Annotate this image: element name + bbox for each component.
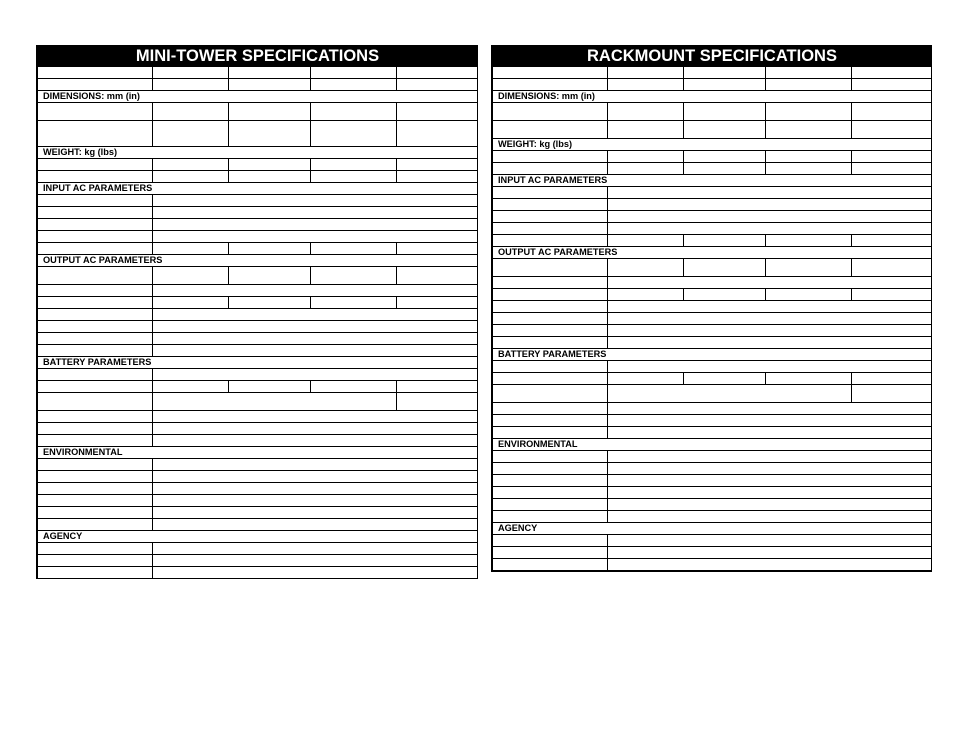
table-row: [492, 427, 932, 439]
table-row: [37, 423, 478, 435]
table-row: [37, 67, 478, 79]
table-row: [492, 463, 932, 475]
table-row: [37, 471, 478, 483]
table-row: [492, 547, 932, 559]
table-row: [492, 337, 932, 349]
table-row: [492, 415, 932, 427]
section-weight: WEIGHT: kg (lbs): [492, 139, 932, 151]
table-row: [37, 435, 478, 447]
table-row: [37, 459, 478, 471]
table-row: [492, 451, 932, 463]
mini-tower-spec-table: [36, 45, 478, 579]
table-row: [37, 285, 478, 297]
table-row: [492, 361, 932, 373]
section-dimensions: DIMENSIONS: mm (in): [37, 91, 478, 103]
table-row: [37, 483, 478, 495]
table-row: [492, 487, 932, 499]
section-input-ac: INPUT AC PARAMETERS: [37, 183, 478, 195]
table-row: [492, 535, 932, 547]
table-row: [37, 381, 478, 393]
table-row: [492, 235, 932, 247]
table-row: [37, 543, 478, 555]
table-row: [492, 373, 932, 385]
table-row: [37, 297, 478, 309]
table-row: [492, 511, 932, 523]
table-row: [37, 121, 478, 147]
table-row: [37, 159, 478, 171]
section-environmental: ENVIRONMENTAL: [37, 447, 478, 459]
table-row: [37, 243, 478, 255]
table-row: [37, 309, 478, 321]
table-row: [492, 121, 932, 139]
table-row: [37, 567, 478, 579]
mini-tower-spec-panel: [36, 45, 478, 579]
table-row: [37, 369, 478, 381]
section-battery: BATTERY PARAMETERS: [37, 357, 478, 369]
table-row: [492, 403, 932, 415]
table-row: [492, 559, 932, 572]
table-row: [37, 79, 478, 91]
table-row: [37, 103, 478, 121]
table-row: [492, 103, 932, 121]
table-row: [37, 207, 478, 219]
table-row: [37, 195, 478, 207]
table-row: [37, 267, 478, 285]
section-dimensions: DIMENSIONS: mm (in): [492, 91, 932, 103]
section-agency: AGENCY: [37, 531, 478, 543]
table-row: [37, 411, 478, 423]
table-row: [37, 519, 478, 531]
section-output-ac: OUTPUT AC PARAMETERS: [492, 247, 932, 259]
table-row: [37, 321, 478, 333]
section-input-ac: INPUT AC PARAMETERS: [492, 175, 932, 187]
table-row: [492, 325, 932, 337]
table-row: [492, 475, 932, 487]
table-row: [492, 199, 932, 211]
table-row: [37, 495, 478, 507]
table-row: [37, 333, 478, 345]
table-row: [492, 151, 932, 163]
table-row: [492, 313, 932, 325]
rackmount-spec-panel: [491, 45, 932, 572]
section-output-ac: OUTPUT AC PARAMETERS: [37, 255, 478, 267]
table-row: [492, 385, 932, 403]
table-row: [492, 223, 932, 235]
table-row: [492, 187, 932, 199]
mini-tower-title: MINI-TOWER SPECIFICATIONS: [37, 46, 478, 67]
table-row: [492, 259, 932, 277]
table-row: [37, 345, 478, 357]
section-weight: WEIGHT: kg (lbs): [37, 147, 478, 159]
rackmount-title: RACKMOUNT SPECIFICATIONS: [492, 46, 932, 67]
table-row: [492, 211, 932, 223]
section-environmental: ENVIRONMENTAL: [492, 439, 932, 451]
table-row: [492, 79, 932, 91]
table-row: [492, 289, 932, 301]
table-row: [37, 171, 478, 183]
table-row: [37, 219, 478, 231]
table-row: [37, 231, 478, 243]
section-battery: BATTERY PARAMETERS: [492, 349, 932, 361]
table-row: [492, 301, 932, 313]
table-row: [37, 507, 478, 519]
rackmount-spec-table: [491, 45, 932, 572]
table-row: [37, 393, 478, 411]
table-row: [492, 499, 932, 511]
table-row: [37, 555, 478, 567]
table-row: [492, 67, 932, 79]
table-row: [492, 277, 932, 289]
section-agency: AGENCY: [492, 523, 932, 535]
table-row: [492, 163, 932, 175]
